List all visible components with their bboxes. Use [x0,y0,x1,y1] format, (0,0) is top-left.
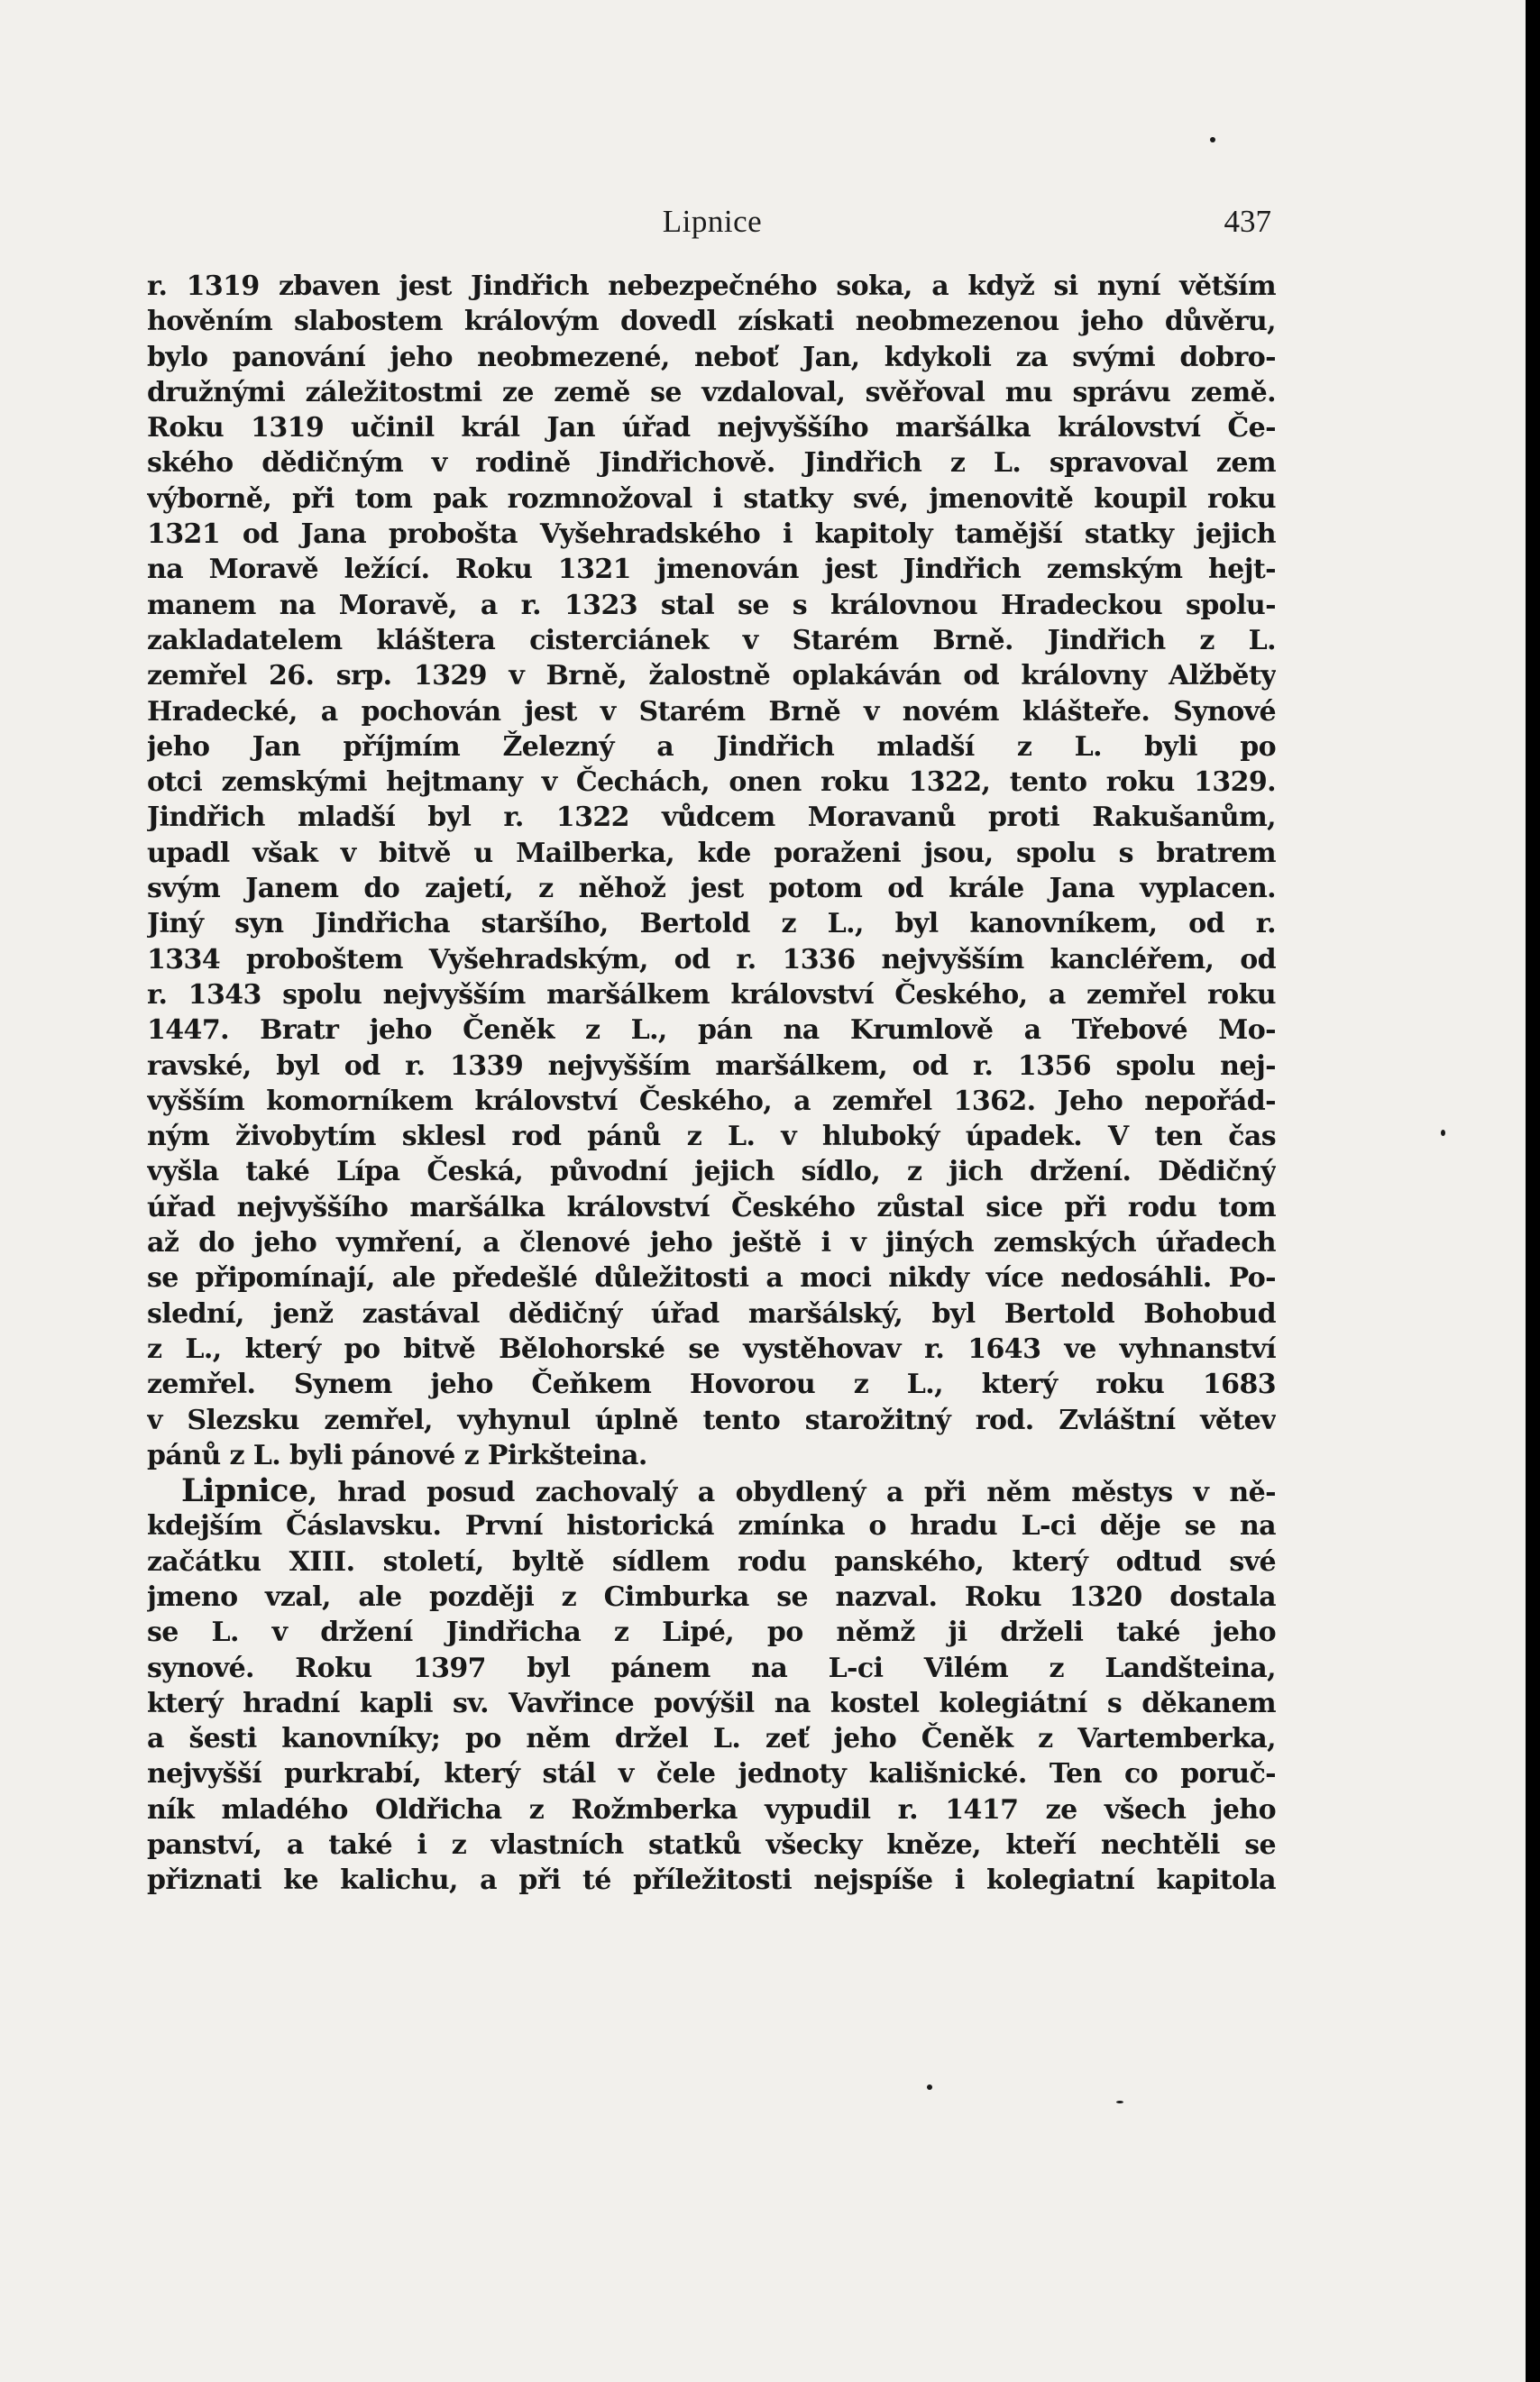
text-line: r. 1343 spolu nejvyšším maršálkem království Českého, a zemřel roku [147,978,1276,1011]
text-line: jmeno vzal, ale později z Cimburka se nazval. Roku 1320 dostala [147,1580,1276,1613]
text-line: 1321 od Jana probošta Vyšehradského i kapitoly tamější statky jejich [147,518,1276,551]
text-line: zemřel. Synem jeho Čeňkem Hovorou z L., který roku 1683 [147,1369,1276,1401]
ink-speck [1210,137,1215,142]
ink-speck [1116,2101,1123,2103]
text-line: Jindřich mladší byl r. 1322 vůdcem Moravanů proti Rakušanům, [147,802,1276,834]
text-line: 1334 proboštem Vyšehradským, od r. 1336 nejvyšším kancléřem, od [147,943,1276,976]
text-line: nejvyšší purkrabí, který stál v čele jednoty kališnické. Ten co poruč- [147,1758,1276,1791]
entry-start-rest: , hrad posud zachovalý a obydlený a při něm městys v ně- [307,1477,1276,1509]
text-line: a šesti kanovníky; po něm držel L. zeť jeho Čeněk z Vartemberka, [147,1723,1276,1755]
text-line: ným živobytím sklesl rod pánů z L. v hluboký úpadek. V ten čas [147,1121,1276,1153]
text-line: se L. v držení Jindřicha z Lipé, po němž ji drželi také jeho [147,1617,1276,1649]
text-line: slední, jenž zastával dědičný úřad maršálský, byl Bertold Bohobud [147,1297,1276,1330]
text-line: jeho Jan příjmím Železný a Jindřich mladší z L. byli po [147,730,1276,763]
text-line: družnými záležitostmi ze země se vzdaloval, svěřoval mu správu země. [147,376,1276,408]
text-line: bylo panování jeho neobmezené, neboť Jan, kdykoli za svými dobro- [147,341,1276,373]
text-line: pánů z L. byli pánové z Pirkšteina. [147,1439,647,1471]
text-line: upadl však v bitvě u Mailberka, kde poraženi jsou, spolu s bratrem [147,837,1276,869]
running-header [153,204,1271,243]
text-line: Roku 1319 učinil král Jan úřad nejvyššího maršálka království Če- [147,412,1276,444]
running-title: Lipnice [662,204,763,239]
text-line: hověním slabostem královým dovedl získati neobmezenou jeho důvěru, [147,306,1276,338]
text-line: synové. Roku 1397 byl pánem na L-ci Vilém z Landšteina, [147,1652,1276,1684]
text-line: Jiný syn Jindřicha staršího, Bertold z L., byl kanovníkem, od r. [147,908,1276,940]
text-line: manem na Moravě, a r. 1323 stal se s královnou Hradeckou spolu- [147,589,1276,621]
text-line: vyšla také Lípa Česká, původní jejich sídlo, z jich držení. Dědičný [147,1156,1276,1188]
text-line: ravské, byl od r. 1339 nejvyšším maršálkem, od r. 1356 spolu nej- [147,1049,1276,1082]
text-line: zemřel 26. srp. 1329 v Brně, žalostně oplakáván od královny Alžběty [147,660,1276,692]
text-line: Hradecké, a pochován jest v Starém Brně v novém klášteře. Synové [147,695,1276,728]
text-line: se připomínají, ale předešlé důležitosti a moci nikdy více nedosáhli. Po- [147,1262,1276,1295]
text-line: vyšším komorníkem království Českého, a zemřel 1362. Jeho nepořád- [147,1085,1276,1117]
entry-start-line [147,1473,1276,1508]
ink-speck [1441,1130,1445,1136]
text-line: zakladatelem kláštera cisterciánek v Starém Brně. Jindřich z L. [147,624,1276,656]
text-line: na Moravě ležící. Roku 1321 jmenován jest Jindřich zemským hejt- [147,554,1276,586]
text-line: úřad nejvyššího maršálka království Českého zůstal sice při rodu tom [147,1191,1276,1223]
text-line: r. 1319 zbaven jest Jindřich nebezpečného soka, a když si nyní větším [147,270,1276,302]
page-number: 437 [1224,204,1271,239]
text-line: panství, a také i z vlastních statků všecky kněze, kteří nechtěli se [147,1829,1276,1862]
entry-headword: Lipnice [181,1473,308,1509]
text-line: přiznati ke kalichu, a při té příležitosti nejspíše i kolegiatní kapitola [147,1864,1276,1897]
text-line: ník mladého Oldřicha z Rožmberka vypudil r. 1417 ze všech jeho [147,1793,1276,1826]
text-line: který hradní kapli sv. Vavřince povýšil na kostel kolegiátní s děkanem [147,1687,1276,1719]
text-line: ského dědičným v rodině Jindřichově. Jindřich z L. spravoval zem [147,447,1276,480]
text-line: 1447. Bratr jeho Čeněk z L., pán na Krumlově a Třebové Mo- [147,1014,1276,1047]
ink-speck [927,2084,932,2090]
text-line: začátku XIII. století, byltě sídlem rodu panského, který odtud své [147,1545,1276,1578]
text-line: až do jeho vymření, a členové jeho ještě i v jiných zemských úřadech [147,1227,1276,1260]
text-line: svým Janem do zajetí, z něhož jest potom od krále Jana vyplacen. [147,873,1276,905]
article-text [147,269,1276,1899]
text-line: v Slezsku zemřel, vyhynul úplně tento starožitný rod. Zvláštní větev [147,1404,1276,1436]
text-line: otci zemskými hejtmany v Čechách, onen roku 1322, tento roku 1329. [147,766,1276,799]
text-line: výborně, při tom pak rozmnožoval i statky své, jmenovitě koupil roku [147,482,1276,515]
text-line: kdejším Čáslavsku. První historická zmínka o hradu L-ci děje se na [147,1510,1276,1543]
text-line: z L., který po bitvě Bělohorské se vystěhovav r. 1643 ve vyhnanství [147,1333,1276,1365]
